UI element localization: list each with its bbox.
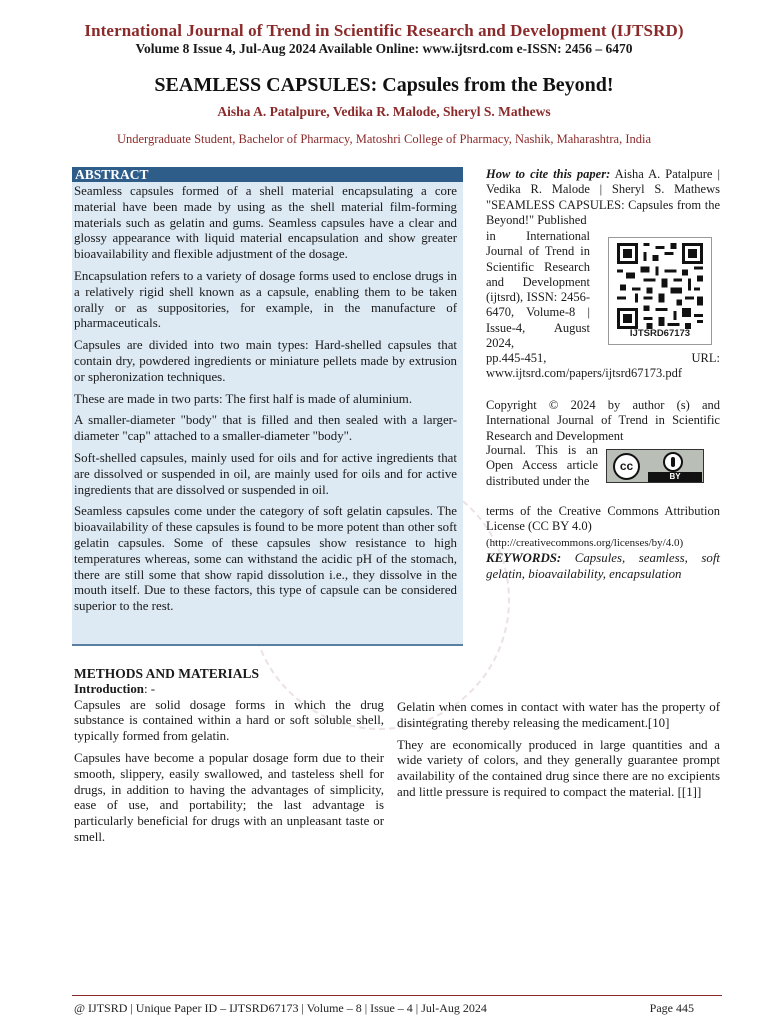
abstract-paragraph: Seamless capsules come under the category of soft gelatin capsules. The bioavailability of these capsules is found to be more potent than other soft gelatin capsules. Some of these capsules show resistance to high temperatures whereas, some can withstand the acidic pH of the stomach, there are still some that show rapid dissolution i.e., they dissolve in the mouth itself. Due to these factors, this type of capsule can be considered superior to the rest. [74,504,457,614]
intro-line [74,682,384,698]
abstract-paragraph: Encapsulation refers to a variety of dosage forms used to enclose drugs in a relatively rigid shell known as a capsule, enabling them to be taken orally or as suppositories, for example, in the manufacture of pharmaceuticals. [74,268,457,331]
citation-url-link[interactable]: www.ijtsrd.com/papers/ijtsrd67173.pdf [486,366,683,381]
volume-line: Volume 8 Issue 4, Jul-Aug 2024 Available Online: www.ijtsrd.com e-ISSN: 2456 – 6470 [135,41,633,56]
attribution-icon [663,452,683,472]
abstract-paragraph: Seamless capsules formed of a shell material encapsulating a core material have been made by using as the shell material film-forming materials such as gelatin and gums. Seamless capsules have a clear and glossy appearance with liquid material encapsulation and show greater bioavailability and flexible adjustment of the dosage. [74,184,457,262]
body-paragraph: Gelatin when comes in contact with water has the property of disintegrating thereby releasing the medicament.[10] [397,700,720,730]
keywords-block [486,551,720,583]
body-paragraph: They are economically produced in large quantities and a wide variety of colors, and they generally guarantee prompt availability of the contained drug since there are no excipients and little pressure is required to compact the material. [[1]] [397,737,720,799]
paper-title: SEAMLESS CAPSULES: Capsules from the Beyond! [154,74,614,96]
citation-text-left: in International Journal of Trend in Scientific Research and Development (ijtsrd), ISSN: 2456-6470, Volume-8 | Issue-4, August 2024, [486,229,590,351]
abstract-body [72,182,463,615]
license-url[interactable]: (http://creativecommons.org/licenses/by/4.0) [486,536,684,549]
copyright-block: Copyright © 2024 by author (s) and International Journal of Trend in Scientific Research and Development [486,398,720,443]
citation-url-block [486,351,720,382]
license-block [486,443,720,549]
keywords-label: KEYWORDS: [486,551,562,565]
by-label: BY [648,472,702,482]
qr-code[interactable] [608,237,712,345]
intro-label: Introduction [74,681,144,696]
license-text-left: Journal. This is an Open Access article distributed under the [486,443,598,488]
body-right-column [397,700,720,807]
citation-wrap [486,229,720,351]
citation-url-label: URL: [691,351,720,365]
cc-by-badge[interactable] [606,449,704,483]
citation-label: How to cite this paper: [486,167,611,181]
author-list: Aisha A. Patalpure, Vedika R. Malode, Sheryl S. Mathews [217,104,551,119]
abstract-paragraph: Soft-shelled capsules, mainly used for oils and for active ingredients that are dissolved or suspended in oil, are mainly used for oils and for active ingredients that are dissolved or suspended in oil. [74,450,457,497]
page-number: Page 445 [649,1001,694,1015]
body-paragraph: Capsules have become a popular dosage form due to their smooth, slippery, easily swallowed, and tasteless shell for drugs, in addition to having the advantages of simplicity, ease of use, and portability; the last advantage is particularly beneficial for drugs with an unpleasant taste or smell. [74,750,384,844]
section-heading: METHODS AND MATERIALS [74,666,260,681]
footer-info: @ IJTSRD | Unique Paper ID – IJTSRD67173 | Volume – 8 | Issue – 4 | Jul-Aug 2024 [74,1001,487,1015]
abstract-box [72,167,463,646]
body-paragraph: Capsules are solid dosage forms in which the drug substance is contained within a hard or soft soluble shell, typically formed from gelatin. [74,697,384,744]
page-footer [74,1001,694,1016]
affiliation: Undergraduate Student, Bachelor of Pharmacy, Matoshri College of Pharmacy, Nashik, Maharashtra, India [116,132,652,146]
qr-code-icon [617,243,703,329]
footer-divider [72,995,722,996]
journal-title: International Journal of Trend in Scientific Research and Development (IJTSRD) [84,21,684,40]
abstract-paragraph: Capsules are divided into two main types: Hard-shelled capsules that contain dry, powdered ingredients or miniature pellets made by extrusion or spheronization techniques. [74,338,457,384]
citation-pages: pp.445-451, [486,351,547,365]
intro-suffix: : - [143,681,156,696]
license-text [486,504,720,551]
keywords-text: Capsules, seamless, soft gelatin, bioavailability, encapsulation [486,551,720,581]
body-left-column [74,666,384,852]
license-terms: terms of the Creative Commons Attribution License (CC BY 4.0) [486,504,720,534]
citation-block [486,167,720,228]
creative-commons-icon: cc [613,453,640,480]
abstract-paragraph: A smaller-diameter "body" that is filled and then sealed with a larger-diameter "cap" attached to a smaller-diameter "body". [74,413,457,444]
abstract-heading: ABSTRACT [72,167,463,182]
citation-text: Aisha A. Patalpure | Vedika R. Malode | Sheryl S. Mathews "SEAMLESS CAPSULES: Capsules from the Beyond!" Published [486,167,720,227]
abstract-paragraph: These are made in two parts: The first half is made of aluminium. [74,391,413,406]
qr-label: IJTSRD67173 [629,327,691,339]
